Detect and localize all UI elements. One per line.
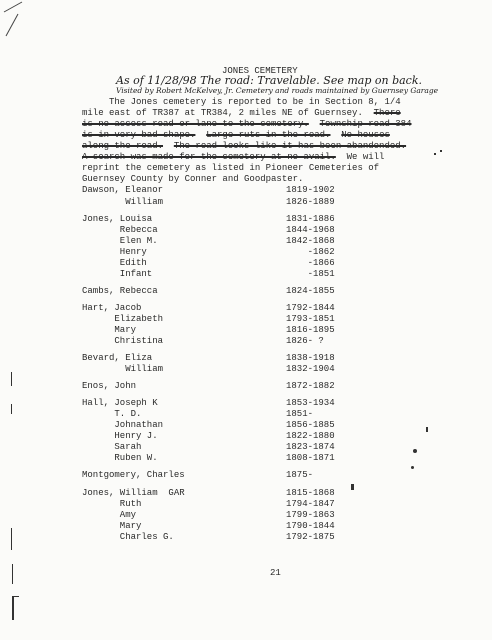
handwritten-note-line2: Visited by Robert McKelvey, Jr. Cemetery and roads maintained by Guernsey Garage: [116, 86, 439, 95]
struck-text: A search was made for the cemetery at no avail.: [82, 152, 336, 162]
margin-mark: [12, 596, 19, 597]
entry-name: Charles G.: [82, 532, 174, 542]
margin-mark: [11, 404, 12, 414]
entry-name: Johnathan: [82, 420, 164, 430]
intro-text: [309, 119, 320, 129]
entry-years: 1826-1889: [286, 197, 335, 207]
entry-years: 1826- ?: [286, 336, 324, 346]
intro-text: [330, 130, 341, 140]
entry-name: Henry: [82, 247, 147, 257]
entry-years: 1844-1968: [286, 225, 335, 235]
entry-name: Elizabeth: [82, 314, 164, 324]
entry-name: Hall, Joseph K: [82, 398, 158, 408]
entry-years: 1851-: [286, 409, 314, 419]
intro-line-6: [82, 152, 384, 163]
intro-text: mile east of TR387 at TR384, 2 miles NE of Guernsey.: [82, 108, 374, 118]
intro-line-2: [82, 108, 401, 119]
entry-name: Sarah: [82, 442, 142, 452]
intro-line-4: [82, 130, 390, 141]
entry-years: 1793-1851: [286, 314, 335, 324]
entry-name: Amy: [82, 510, 137, 520]
page-number: 21: [270, 568, 281, 578]
scan-speck: [426, 427, 428, 432]
entry-name: T. D.: [82, 409, 142, 419]
entry-years: 1824-1855: [286, 286, 335, 296]
entry-years: 1794-1847: [286, 499, 335, 509]
struck-text: along the road.: [82, 141, 164, 151]
entry-name: Enos, John: [82, 381, 137, 391]
entry-name: Montgomery, Charles: [82, 470, 185, 480]
entry-years: 1842-1868: [286, 236, 335, 246]
entry-years: 1799-1863: [286, 510, 335, 520]
entry-name: Infant: [82, 269, 153, 279]
entry-years: 1792-1844: [286, 303, 335, 313]
entry-years: 1853-1934: [286, 398, 335, 408]
entry-years: 1815-1868: [286, 488, 335, 498]
struck-text: Township road 384: [319, 119, 412, 129]
entry-years: 1872-1882: [286, 381, 335, 391]
pen-stroke-marks: [0, 0, 40, 50]
struck-text: The road looks like it has been abandonded.: [173, 141, 407, 151]
entry-name: Jones, William GAR: [82, 488, 185, 498]
entry-years: 1816-1895: [286, 325, 335, 335]
entry-name: William: [82, 197, 164, 207]
intro-line-7: reprint the cemetery as listed in Pioneer Cemeteries of: [82, 163, 380, 173]
entry-years: 1823-1874: [286, 442, 335, 452]
scan-speck: [434, 153, 436, 155]
entry-years: 1822-1880: [286, 431, 335, 441]
scan-speck: [413, 449, 417, 453]
entry-years: 1792-1875: [286, 532, 335, 542]
entry-name: Cambs, Rebecca: [82, 286, 158, 296]
intro-text: We will: [335, 152, 385, 162]
entry-name: William: [82, 364, 164, 374]
margin-mark: [11, 528, 12, 550]
entry-years: 1856-1885: [286, 420, 335, 430]
scan-speck: [411, 466, 414, 469]
entry-years: 1819-1902: [286, 185, 335, 195]
struck-text: Large ruts in the road.: [206, 130, 331, 140]
intro-line-3: [82, 119, 411, 130]
entry-name: Edith: [82, 258, 147, 268]
entry-name: Ruth: [82, 499, 142, 509]
page-title: JONES CEMETERY: [222, 66, 298, 76]
entry-years: 1838-1918: [286, 353, 335, 363]
entry-years: -1866: [286, 258, 335, 268]
scan-speck: [351, 484, 354, 490]
entry-name: Mary: [82, 521, 142, 531]
intro-line-8: Guernsey County by Conner and Goodpaster.: [82, 174, 304, 184]
entry-name: Rebecca: [82, 225, 158, 235]
entry-years: -1851: [286, 269, 335, 279]
entry-years: 1808-1871: [286, 453, 335, 463]
entry-name: Bevard, Eliza: [82, 353, 153, 363]
entry-name: Henry J.: [82, 431, 158, 441]
intro-text: [195, 130, 206, 140]
entry-name: Christina: [82, 336, 164, 346]
margin-mark: [12, 564, 13, 584]
struck-text: No houses: [341, 130, 390, 140]
struck-text: is in very bad shape.: [82, 130, 196, 140]
entry-name: Elen M.: [82, 236, 158, 246]
handwritten-note-line1: As of 11/28/98 The road: Travelable. See map on back.: [116, 74, 423, 87]
struck-text: is no access road or lane to the cemetery.: [82, 119, 309, 129]
intro-line-1: The Jones cemetery is reported to be in Section 8, 1/4: [82, 97, 401, 107]
struck-text: There: [373, 108, 401, 118]
entry-name: Hart, Jacob: [82, 303, 142, 313]
entry-name: Ruben W.: [82, 453, 158, 463]
intro-text: [163, 141, 174, 151]
intro-line-5: [82, 141, 406, 152]
entry-name: Jones, Louisa: [82, 214, 153, 224]
entry-years: 1831-1886: [286, 214, 335, 224]
entry-years: 1832-1904: [286, 364, 335, 374]
entry-years: 1875-: [286, 470, 314, 480]
entry-years: 1790-1844: [286, 521, 335, 531]
entry-name: Mary: [82, 325, 137, 335]
entry-years: -1862: [286, 247, 335, 257]
entry-name: Dawson, Eleanor: [82, 185, 164, 195]
margin-mark: [12, 596, 14, 620]
margin-mark: [11, 372, 12, 386]
scan-speck: [440, 150, 442, 152]
